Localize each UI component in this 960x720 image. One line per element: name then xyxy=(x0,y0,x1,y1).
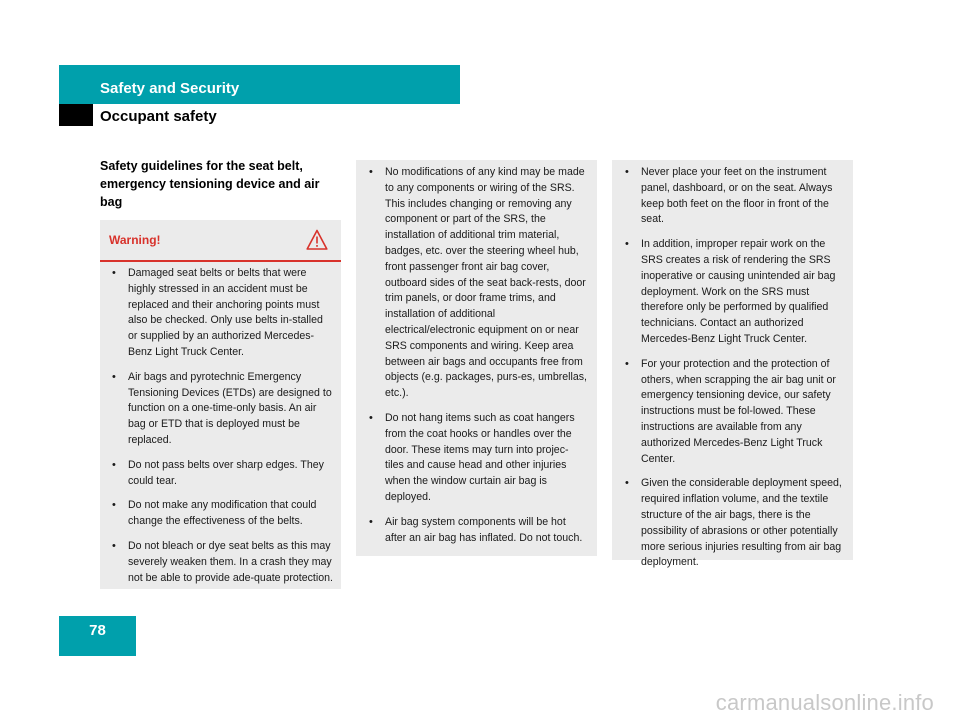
warning-label: Warning! xyxy=(109,233,161,247)
warning-list xyxy=(109,266,333,586)
middle-list xyxy=(366,165,587,546)
list-item: • Air bags and pyrotechnic Emergency Tensioning Devices (ETDs) are designed to function on a one-time-only basis. An air bag or ETD that is deployed must be replaced. xyxy=(109,370,333,449)
warning-header xyxy=(100,220,341,262)
list-item: • Damaged seat belts or belts that were highly stressed in an accident must be replaced and their anchoring points must also be checked. Only use belts in-stalled or supplied by an authorized Mercedes-Benz Light Truck Center. xyxy=(109,266,333,361)
list-item: • Do not make any modification that could change the effectiveness of the belts. xyxy=(109,498,333,530)
section-title: Safety and Security xyxy=(100,80,240,97)
warning-panel xyxy=(100,220,341,589)
warning-continued-panel-middle xyxy=(356,160,597,556)
list-item: • No modifications of any kind may be made to any components or wiring of the SRS. This includes changing or removing any component or part of the SRS, the installation of additional trim material, badges, etc. over the steering wheel hub, front passenger front air bag cover, outboard sides of the seat back-rests, door trim panels, or door frame trims, and installation of additional electrical/electronic equipment on or near SRS components and wiring. Keep area between air bags and occupants free from objects (e.g. packages, purs-es, umbrellas, etc.). xyxy=(366,165,587,402)
list-item: • Do not hang items such as coat hangers from the coat hooks or handles over the door. These items may turn into projec-tiles and cause head and other injuries when the window curtain air bag is deployed. xyxy=(366,411,587,506)
list-item: • Given the considerable deployment speed, required inflation volume, and the textile structure of the air bags, there is the possibility of abrasions or other potentially more serious injuries resulting from air bag deployment. xyxy=(622,476,843,571)
right-list xyxy=(622,165,843,571)
topic-heading: Safety guidelines for the seat belt, emergency tensioning device and air bag xyxy=(100,159,320,209)
warning-continued-panel-right xyxy=(612,160,853,569)
list-item: • Do not pass belts over sharp edges. They could tear. xyxy=(109,458,333,490)
list-item: • In addition, improper repair work on the SRS creates a risk of rendering the SRS inoperative or causing unintended air bag deployment. Work on the SRS must therefore only be performed by qualified technicians. Contact an authorized Mercedes-Benz Light Truck Center. xyxy=(622,237,843,348)
list-item: • Never place your feet on the instrument panel, dashboard, or on the seat. Always keep both feet on the floor in front of the seat. xyxy=(622,165,843,228)
list-item: • Do not bleach or dye seat belts as this may severely weaken them. In a crash they may not be able to provide ade-quate protection. xyxy=(109,539,333,586)
page-number: 78 xyxy=(89,622,106,639)
watermark: carmanualsonline.info xyxy=(715,690,934,715)
list-item: • For your protection and the protection of others, when scrapping the air bag unit or emergency tensioning device, our safety instructions must be fol-lowed. These instructions are available from any authorized Mercedes-Benz Light Truck Center. xyxy=(622,357,843,468)
subsection-title: Occupant safety xyxy=(100,108,217,125)
page-number-tab xyxy=(59,616,136,656)
warning-triangle-icon xyxy=(306,229,328,251)
list-item: • Air bag system components will be hot after an air bag has inflated. Do not touch. xyxy=(366,515,587,547)
section-marker xyxy=(59,104,93,126)
